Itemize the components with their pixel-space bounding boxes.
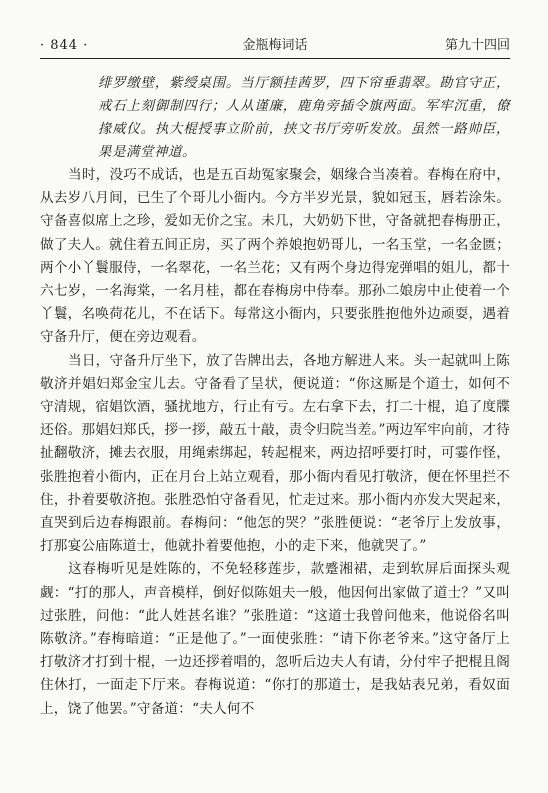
page-body	[40, 72, 510, 721]
page-header	[40, 34, 510, 59]
chapter-title: 第九十四回	[444, 38, 510, 53]
page-number: · 844 ·	[40, 38, 89, 53]
paragraph: 当日，守备升厅坐下，放了告牌出去，各地方解进人来。头一起就叫上陈敬济并娼妇郑金宝儿去。守备看了呈状，便说道：“你这厮是个道士，如何不守清规，宿娼饮酒，骚扰地方，行止有亏。左右拿下去，打二十棍，追了度牒还俗。那娼妇郑氏，拶一拶，敲五十敲，责令归院当差。”两边军牢向前，才待扯翻敬济，摊去衣服，用绳索绑起，转起棍来，两边招呼要打时，可霎作怪，张胜抱着小衙内，正在月台上站立观看，那小衙内看见打敬济，便在怀里拦不住，扑着要敬济抱。张胜恐怕守备看见，忙走过来。那小衙内亦发大哭起来，直哭到后边春梅跟前。春梅问：“他怎的哭？”张胜便说：“老爷厅上发放事，打那宴公庙陈道士，他就扑着要他抱，小的走下来，他就哭了。”	[40, 352, 510, 555]
book-title: 金瓶梅词话	[242, 38, 308, 53]
verse-block: 绯罗缴壁，紫绶桌围。当厅额挂茜罗，四下帘垂翡翠。勘官守正，戒石上刻御制四行；人从谨廉，鹿角旁插令旗两面。军牢沉重，僚掾威仪。执大棍授事立阶前，挟文书厅旁听发放。虽然一路帅臣，果是满堂神道。	[98, 76, 510, 160]
paragraph: 当时，没巧不成话，也是五百劫冤家聚会，姻缘合当凑着。春梅在府中，从去岁八月间，已生了个哥儿小衙内。今方半岁光景，貌如冠玉，唇若涂朱。守备喜似席上之珍，爱如无价之宝。未几，大奶奶下世，守备就把春梅册正，做了夫人。就住着五间正房，买了两个养娘抱奶哥儿，一名玉堂，一名金匮；两个小丫鬟服侍，一名翠花，一名兰花；又有两个身边得宠弹唱的姐儿，都十六七岁，一名海棠，一名月桂，都在春梅房中侍奉。那孙二娘房中止使着一个丫鬟，名唤荷花儿，不在话下。每常这小衙内，只要张胜抱他外边顽耍，遇着守备升厅，便在旁边观看。	[40, 167, 510, 346]
paragraph: 这春梅听见是姓陈的，不免轻移莲步，款蹙湘裙，走到软屏后面探头观觑：“打的那人，声音模样，倒好似陈姐夫一般，他因何出家做了道士？”又叫过张胜，问他：“此人姓甚名谁？”张胜道：“这道士我曾问他来，他说俗名叫陈敬济。”春梅暗道：“正是他了。”一面使张胜：“请下你老爷来。”这守备厅上打敬济才打到十棍，一边还拶着唱的，忽听后边夫人有请，分付牢子把棍且阁住休打，一面走下厅来。春梅说道：“你打的那道士，是我姑表兄弟，看奴面上，饶了他罢。”守备道：“夫人何不	[40, 561, 510, 717]
